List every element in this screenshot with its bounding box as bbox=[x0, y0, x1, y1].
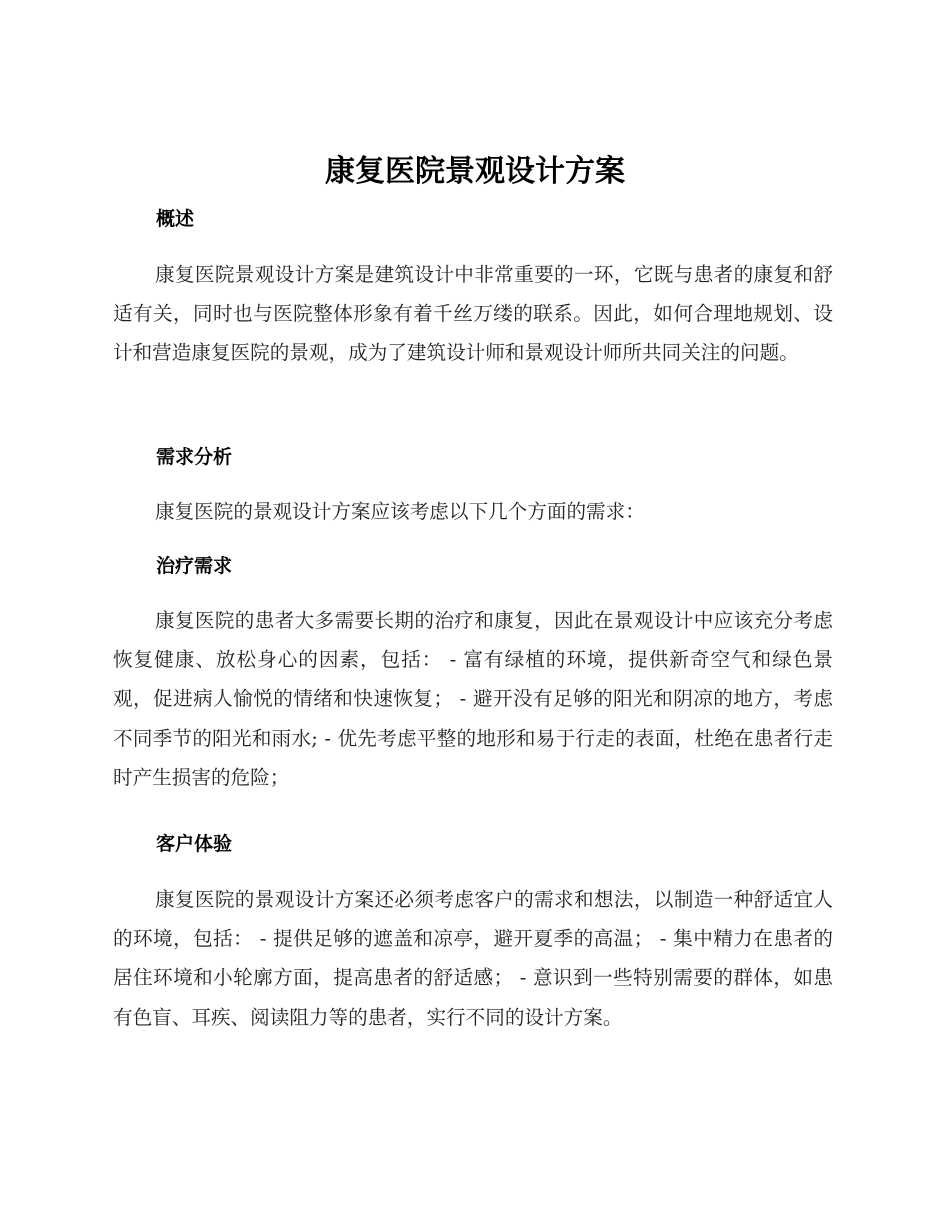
section-paragraph-overview: 康复医院景观设计方案是建筑设计中非常重要的一环，它既与患者的康复和舒适有关，同时也与医院整体形象有着千丝万缕的联系。因此，如何合理地规划、设计和营造康复医院的景观，成为了建筑设计师和景观设计师所共同关注的问题。 bbox=[113, 263, 833, 365]
section-heading-overview: 概述 bbox=[156, 208, 195, 230]
section-heading-requirements: 需求分析 bbox=[156, 446, 233, 468]
section-paragraph-requirements: 康复医院的景观设计方案应该考虑以下几个方面的需求： bbox=[155, 500, 645, 523]
section-paragraph-customer-experience: 康复医院的景观设计方案还必须考虑客户的需求和想法，以制造一种舒适宜人的环境，包括： - 提供足够的遮盖和凉亭，避开夏季的高温； - 集中精力在患者的居住环境和小轮廓方面，提高患者的舒适感； - 意识到一些特别需要的群体，如患有色盲、耳疾、阅读阻力等的患者，实行不同的设计方案。 bbox=[113, 888, 833, 1029]
section-heading-treatment: 治疗需求 bbox=[156, 555, 233, 577]
section-heading-customer-experience: 客户体验 bbox=[156, 833, 233, 855]
document-title: 康复医院景观设计方案 bbox=[325, 154, 625, 189]
section-paragraph-treatment: 康复医院的患者大多需要长期的治疗和康复，因此在景观设计中应该充分考虑恢复健康、放松身心的因素，包括： - 富有绿植的环境，提供新奇空气和绿色景观，促进病人愉悦的情绪和快速恢复； - 避开没有足够的阳光和阴凉的地方，考虑不同季节的阳光和雨水; - 优先考虑平整的地形和易于行走的表面，杜绝在患者行走时产生损害的危险； bbox=[113, 609, 833, 789]
